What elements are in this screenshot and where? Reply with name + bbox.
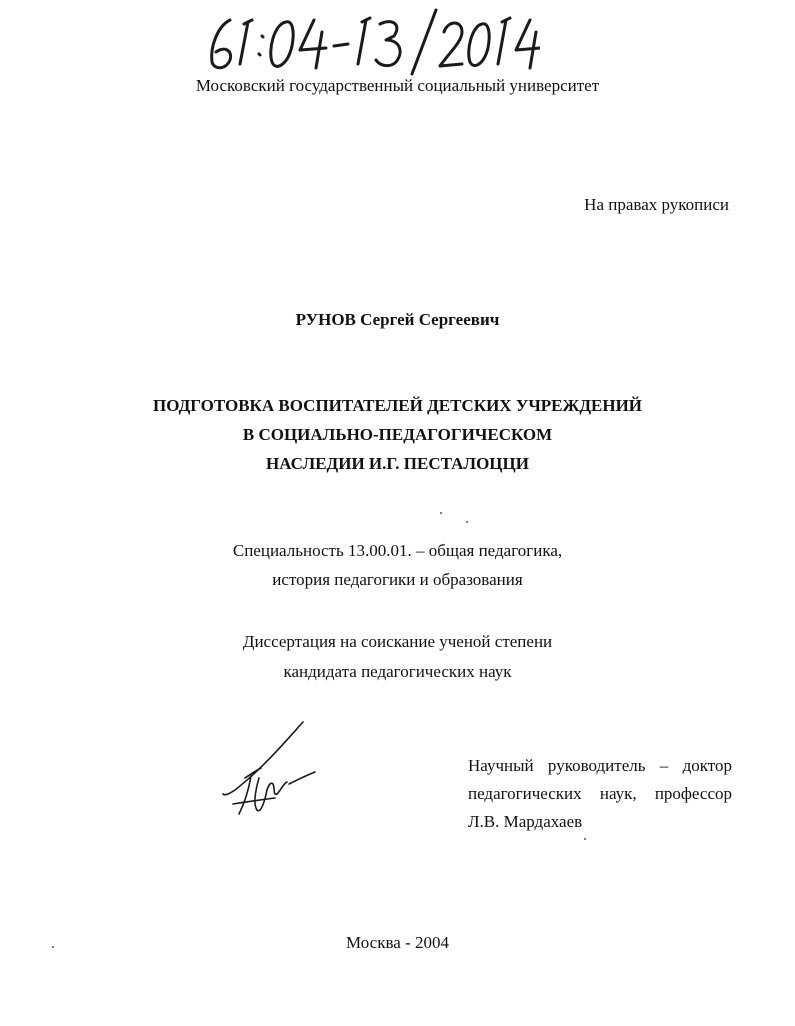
degree-line-1: Диссертация на соискание ученой степени	[242, 632, 553, 651]
supervisor-line-1: Научный руководитель – доктор	[468, 756, 732, 775]
handwritten-archive-code	[200, 6, 540, 76]
scan-speck	[440, 512, 442, 514]
supervisor-line-2: педагогических наук, профессор	[468, 784, 732, 803]
title-line-3: НАСЛЕДИИ И.Г. ПЕСТАЛОЦЦИ	[266, 454, 529, 473]
university-name: Московский государственный социальный университет	[195, 76, 600, 95]
signature-mark	[215, 718, 325, 823]
title-line-1: ПОДГОТОВКА ВОСПИТАТЕЛЕЙ ДЕТСКИХ УЧРЕЖДЕНИЙ	[152, 396, 643, 415]
specialty-line-2: история педагогики и образования	[272, 570, 523, 589]
degree-line-2: кандидата педагогических наук	[283, 662, 512, 681]
scan-speck	[584, 838, 586, 840]
supervisor-block	[468, 752, 732, 836]
city-year: Москва - 2004	[346, 933, 449, 952]
specialty-line-1: Специальность 13.00.01. – общая педагогика,	[232, 541, 563, 560]
scan-speck	[52, 946, 54, 948]
scan-speck	[466, 521, 468, 523]
supervisor-name: Л.В. Мардахаев	[468, 812, 583, 831]
title-line-2: В СОЦИАЛЬНО-ПЕДАГОГИЧЕСКОМ	[242, 425, 553, 444]
author-name: РУНОВ Сергей Сергеевич	[295, 310, 500, 329]
manuscript-note: На правах рукописи	[584, 195, 729, 214]
